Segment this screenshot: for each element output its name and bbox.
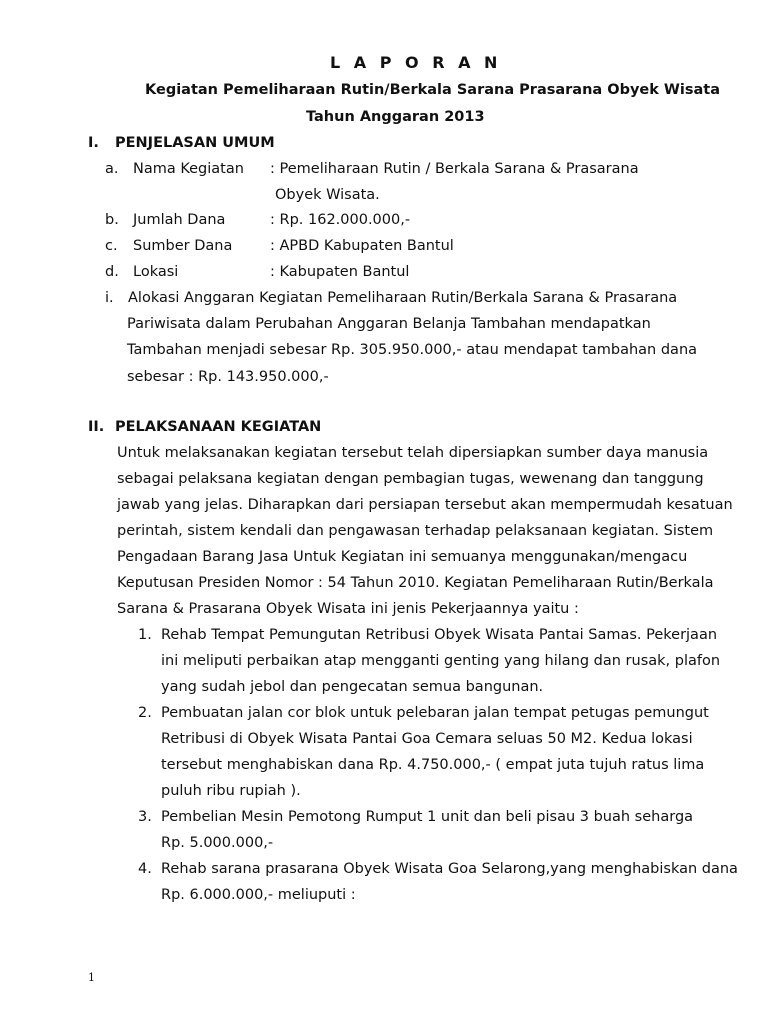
item-i-line: Pariwisata dalam Perubahan Anggaran Belanja Tambahan mendapatkan (127, 316, 651, 332)
item-i-line: Tambahan menjadi sebesar Rp. 305.950.000,- atau mendapat tambahan dana (127, 342, 698, 358)
list-item-line: Pembuatan jalan cor blok untuk pelebaran jalan tempat petugas pemungut (161, 705, 709, 721)
list-item-line: Retribusi di Obyek Wisata Pantai Goa Cemara seluas 50 M2. Kedua lokasi (161, 731, 693, 747)
list-item-line: Rehab Tempat Pemungutan Retribusi Obyek Wisata Pantai Samas. Pekerjaan (161, 627, 718, 643)
item-c-value: : APBD Kabupaten Bantul (270, 238, 454, 254)
list-item-line: Rp. 6.000.000,- meliuputi : (161, 887, 356, 903)
item-c-letter: c. (105, 238, 118, 254)
item-d-value: : Kabupaten Bantul (270, 264, 410, 280)
paragraph-line: Pengadaan Barang Jasa Untuk Kegiatan ini semuanya menggunakan/mengacu (117, 549, 688, 565)
item-b-letter: b. (105, 212, 119, 228)
item-i-line: sebesar : Rp. 143.950.000,- (127, 369, 329, 385)
list-item-line: Rp. 5.000.000,- (161, 835, 274, 851)
section1-number: I. (88, 135, 99, 151)
paragraph-line: Untuk melaksanakan kegiatan tersebut telah dipersiapkan sumber daya manusia (117, 445, 709, 461)
section1-heading: PENJELASAN UMUM (115, 135, 275, 151)
list-number: 3. (138, 809, 152, 825)
list-item-line: Rehab sarana prasarana Obyek Wisata Goa Selarong,yang menghabiskan dana (161, 861, 738, 877)
item-a-label: Nama Kegiatan (133, 161, 244, 177)
document-title: L A P O R A N (330, 53, 502, 72)
item-a-value-cont: Obyek Wisata. (275, 187, 380, 203)
paragraph-line: Keputusan Presiden Nomor : 54 Tahun 2010. Kegiatan Pemeliharaan Rutin/Berkala (117, 575, 714, 591)
paragraph-line: perintah, sistem kendali dan pengawasan terhadap pelaksanaan kegiatan. Sistem (117, 523, 714, 539)
item-d-label: Lokasi (133, 264, 179, 280)
item-i-letter: i. (105, 290, 114, 306)
list-item-line: Pembelian Mesin Pemotong Rumput 1 unit dan beli pisau 3 buah seharga (161, 809, 694, 825)
list-number: 1. (138, 627, 152, 643)
item-d-letter: d. (105, 264, 119, 280)
section2-number: II. (88, 419, 105, 435)
item-b-value: : Rp. 162.000.000,- (270, 212, 411, 228)
paragraph-line: jawab yang jelas. Diharapkan dari persiapan tersebut akan mempermudah kesatuan (117, 497, 733, 513)
page-number: 1 (88, 971, 95, 984)
document-subtitle: Kegiatan Pemeliharaan Rutin/Berkala Sarana Prasarana Obyek Wisata (145, 82, 721, 98)
list-item-line: puluh ribu rupiah ). (161, 783, 301, 799)
list-number: 2. (138, 705, 152, 721)
item-c-label: Sumber Dana (133, 238, 233, 254)
list-item-line: tersebut menghabiskan dana Rp. 4.750.000,- ( empat juta tujuh ratus lima (161, 757, 705, 773)
item-b-label: Jumlah Dana (133, 212, 226, 228)
paragraph-line: sebagai pelaksana kegiatan dengan pembagian tugas, wewenang dan tanggung (117, 471, 704, 487)
list-item-line: ini meliputi perbaikan atap mengganti genting yang hilang dan rusak, plafon (161, 653, 721, 669)
list-number: 4. (138, 861, 152, 877)
item-a-letter: a. (105, 161, 119, 177)
paragraph-line: Sarana & Prasarana Obyek Wisata ini jenis Pekerjaannya yaitu : (117, 601, 579, 617)
item-i-line: Alokasi Anggaran Kegiatan Pemeliharaan Rutin/Berkala Sarana & Prasarana (128, 290, 678, 306)
section2-heading: PELAKSANAAN KEGIATAN (115, 419, 322, 435)
item-a-value: : Pemeliharaan Rutin / Berkala Sarana & Prasarana (270, 161, 639, 177)
document-year: Tahun Anggaran 2013 (306, 109, 485, 125)
list-item-line: yang sudah jebol dan pengecatan semua bangunan. (161, 679, 544, 695)
